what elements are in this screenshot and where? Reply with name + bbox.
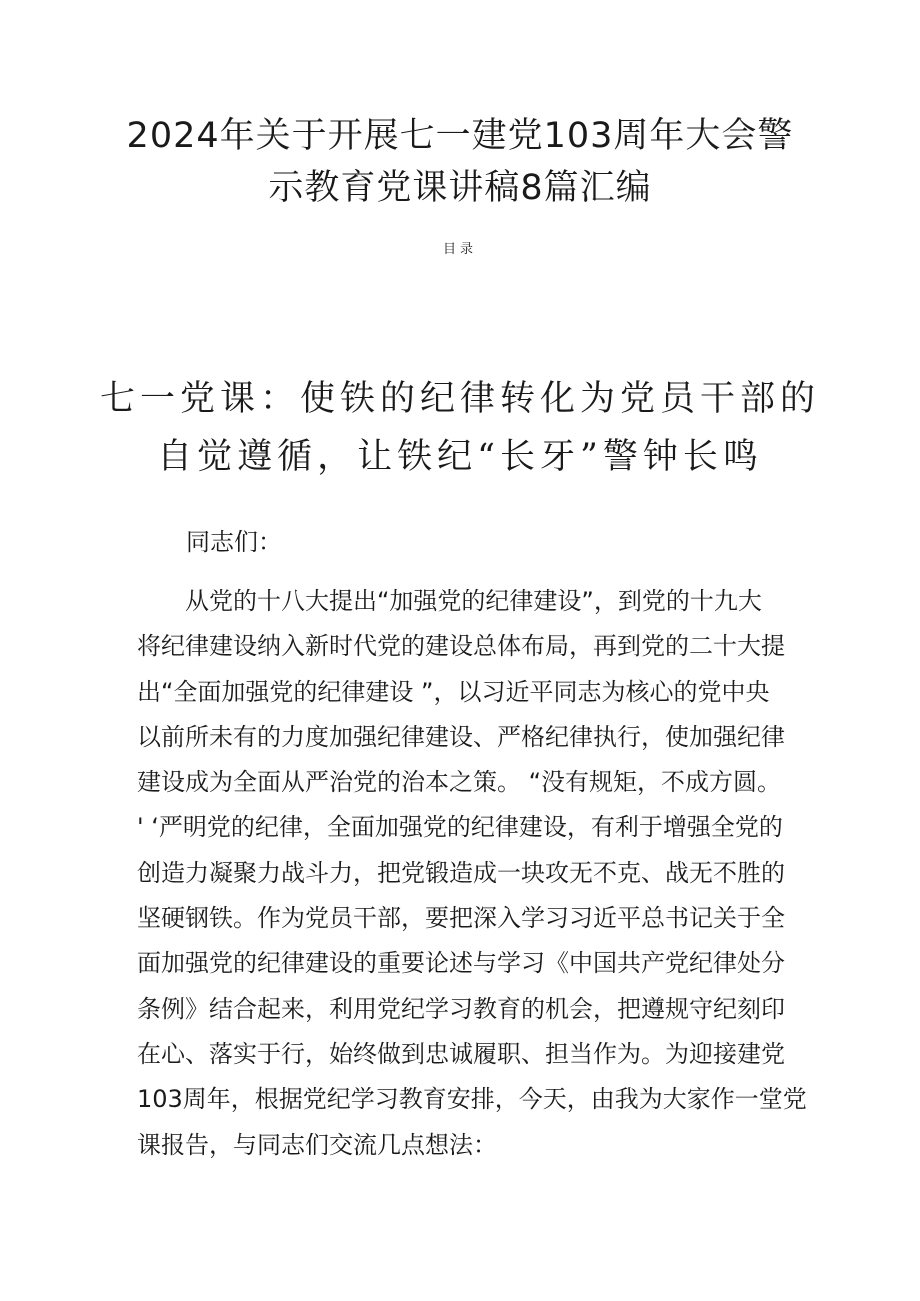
section-title-line-1: 七一党课：使铁的纪律转化为党员干部的: [100, 379, 821, 419]
paragraph-line: 将纪律建设纳入新时代党的建设总体布局，再到党的二十大提: [137, 632, 785, 661]
paragraph-line: 条例》结合起来，利用党纪学习教育的机会，把遵规守纪刻印: [137, 994, 785, 1023]
toc-label: 目录: [442, 242, 477, 257]
paragraph-line: 课报告，与同志们交流几点想法：: [137, 1130, 497, 1159]
section-title: [100, 370, 820, 486]
document-title-line-1: 2024年关于开展七一建党103周年大会警: [126, 116, 794, 156]
paragraph-line: 建设成为全面从严治党的治本之策。 “没有规矩，不成方圆。: [137, 768, 782, 797]
body-paragraph: [137, 579, 807, 1168]
paragraph-line: ' ‘严明党的纪律，全面加强党的纪律建设，有利于增强全党的: [137, 813, 783, 842]
paragraph-line: 以前所未有的力度加强纪律建设、严格纪律执行，使加强纪律: [137, 722, 785, 751]
paragraph-line: 从党的十八大提出“加强党的纪律建设”，到党的十九大: [185, 587, 762, 615]
paragraph-line: 103周年，根据党纪学习教育安排，今天，由我为大家作一堂党: [137, 1085, 807, 1114]
document-title: [100, 110, 820, 214]
paragraph-line: 创造力凝聚力战斗力，把党锻造成一块攻无不克、战无不胜的: [137, 858, 785, 887]
salutation: 同志们：: [186, 528, 282, 556]
paragraph-line: 面加强党的纪律建设的重要论述与学习《中国共产党纪律处分: [137, 949, 785, 978]
document-title-line-2: 示教育党课讲稿8篇汇编: [268, 168, 652, 208]
paragraph-line: 出“全面加强党的纪律建设 ”，以习近平同志为核心的党中央: [137, 677, 770, 706]
paragraph-line: 在心、落实于行，始终做到忠诚履职、担当作为。为迎接建党: [137, 1039, 785, 1068]
section-title-line-2: 自觉遵循，让铁纪“长牙”警钟长鸣: [157, 437, 763, 477]
paragraph-line: 坚硬钢铁。作为党员干部，要把深入学习习近平总书记关于全: [137, 904, 785, 933]
